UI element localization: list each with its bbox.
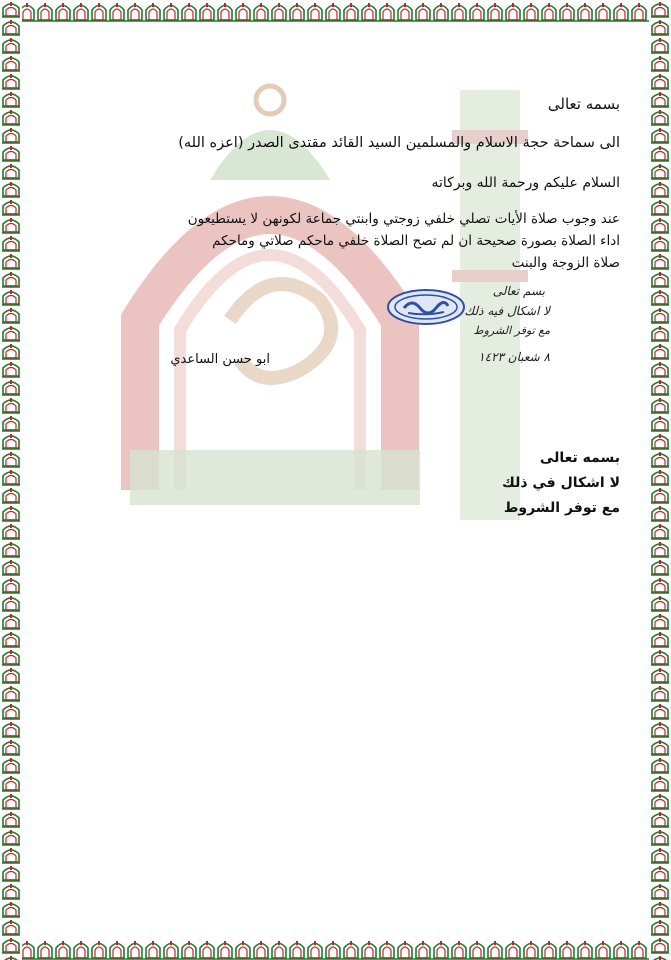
typed-answer-line: مع توفر الشروط bbox=[503, 500, 620, 516]
handwritten-answer-line: مع توفر الشروط bbox=[473, 324, 550, 337]
office-seal bbox=[386, 288, 466, 326]
letter-addressee: الى سماحة حجة الاسلام والمسلمين السيد القائد مقتدى الصدر (اعزه الله) bbox=[178, 135, 620, 151]
typed-answer-basmala: بسمه تعالى bbox=[539, 450, 620, 466]
sender-name: ابو حسن الساعدي bbox=[170, 352, 270, 367]
letter-greeting: السلام عليكم ورحمة الله وبركاته bbox=[431, 175, 620, 191]
handwritten-answer-line: لا اشكال فيه ذلك bbox=[464, 304, 550, 318]
typed-answer-line: لا اشكال في ذلك bbox=[502, 475, 620, 491]
left-border bbox=[0, 0, 22, 960]
question-line: اداء الصلاة بصورة صحيحة ان لم تصح الصلاة خلفي ماحكم صلاتي وماحكم bbox=[212, 233, 620, 249]
bottom-border bbox=[0, 938, 671, 960]
top-border bbox=[0, 0, 671, 22]
handwritten-basmala: بسم تعالى bbox=[492, 284, 545, 298]
question-line: صلاة الزوجة والبنت bbox=[511, 255, 620, 271]
handwritten-date: ٨ شعبان ١٤٢٣ bbox=[478, 350, 550, 364]
question-line: عند وجوب صلاة الأيات تصلي خلفي زوجتي وابنتي جماعة لكونهن لا يستطيعون bbox=[187, 211, 620, 227]
letter-basmala: بسمه تعالى bbox=[547, 95, 620, 113]
right-border bbox=[649, 0, 671, 960]
